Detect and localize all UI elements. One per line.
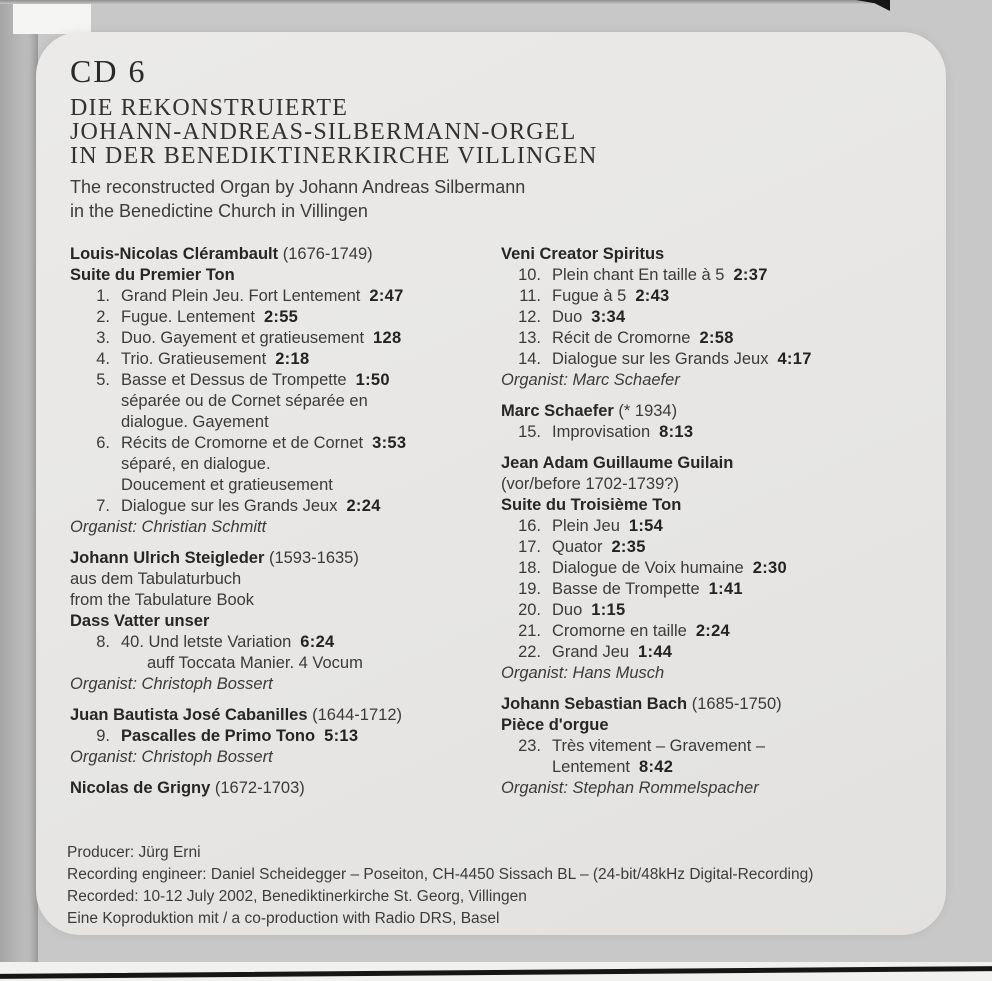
track-time: 2:24 (346, 497, 381, 515)
text-segment: Suite du Troisième Ton (501, 496, 682, 514)
track-title (121, 286, 501, 307)
track-number: 6. (96, 434, 110, 452)
track-number: 13. (518, 329, 541, 347)
track-title (121, 307, 501, 328)
track-title-line (552, 307, 922, 328)
track-title (121, 632, 501, 674)
text-segment: Johann Ulrich Steigleder (70, 549, 265, 567)
section-heading-line (501, 495, 922, 516)
track-title-line (552, 558, 922, 579)
track-title (552, 642, 922, 663)
track-time: 2:43 (635, 287, 670, 305)
credits-line: Producer: Jürg Erni (67, 844, 201, 861)
track-time: 2:24 (695, 622, 731, 640)
section-heading-line (501, 715, 922, 736)
track-title (552, 579, 922, 600)
track-title (552, 736, 922, 778)
album-subtitle (70, 175, 920, 223)
text-segment: auff Toccata Manier. 4 Vocum (147, 654, 363, 672)
track-time: 1:50 (355, 371, 390, 389)
track-number: 8. (96, 633, 110, 651)
track-number: 4. (96, 350, 110, 368)
track-time: 3:53 (372, 434, 407, 452)
track-title-line (552, 422, 922, 443)
track-title-line (121, 632, 501, 653)
album-title-line: JOHANN-ANDREAS-SILBERMANN-ORGEL (70, 119, 577, 145)
track-time: 2:55 (263, 308, 299, 326)
text-segment: Récits de Cromorne et de Cornet (121, 434, 364, 452)
track-title-line (552, 516, 922, 537)
track-time: 8:42 (638, 758, 674, 776)
text-segment: Basse de Trompette (552, 580, 700, 598)
organist-credit: Organist: Christian Schmitt (70, 518, 267, 536)
page-corner-highlight (13, 0, 91, 34)
track-time: 2:18 (275, 350, 310, 368)
text-segment: séparé, en dialogue. (121, 455, 271, 473)
track-title (552, 286, 922, 307)
scan-bottom-line (0, 966, 992, 979)
composer-section (501, 694, 922, 799)
track-time: 2:37 (733, 266, 768, 284)
track-title-line (121, 370, 501, 391)
track-title-line (121, 454, 501, 475)
track-number: 21. (518, 622, 541, 640)
track-title (552, 422, 922, 443)
track-time: 1:54 (628, 517, 664, 535)
composer-section (501, 244, 922, 391)
composer-section (501, 453, 922, 684)
text-segment: Plein Jeu (552, 517, 620, 535)
track-time: 1:44 (638, 643, 673, 661)
text-segment: séparée ou de Cornet séparée en (121, 392, 368, 410)
track-row (501, 537, 922, 558)
composer-section (501, 401, 922, 443)
organist-credit: Organist: Christoph Bossert (70, 748, 273, 766)
text-segment: (* 1934) (613, 402, 678, 420)
album-title-line: DIE REKONSTRUIERTE (70, 95, 349, 121)
track-listing (70, 244, 922, 809)
track-number: 20. (518, 601, 541, 619)
track-number: 16. (518, 517, 541, 535)
track-row (501, 642, 922, 663)
section-heading-line (501, 401, 922, 422)
text-segment: Grand Jeu (552, 643, 630, 661)
section-heading-line (501, 694, 922, 715)
text-segment: (1685-1750) (687, 695, 782, 713)
text-segment: Suite du Premier Ton (70, 266, 235, 284)
track-title (121, 370, 501, 433)
track-number: 12. (518, 308, 541, 326)
track-row (70, 632, 501, 674)
credits-line: Eine Koproduktion mit / a co-production with Radio DRS, Basel (67, 910, 500, 927)
text-segment: (1676-1749) (278, 245, 373, 263)
booklet-spine (0, 0, 38, 981)
text-segment: Pascalles de Primo Tono (121, 727, 316, 745)
track-title-line (121, 433, 501, 454)
track-row (501, 558, 922, 579)
text-segment: Grand Plein Jeu. Fort Lentement (121, 287, 361, 305)
track-row (501, 349, 922, 370)
track-number: 1. (96, 287, 110, 305)
text-segment: Dialogue sur les Grands Jeux (552, 350, 769, 368)
track-title-line (552, 621, 922, 642)
text-segment: Quator (552, 538, 603, 556)
track-row (501, 286, 922, 307)
text-segment: Improvisation (552, 423, 651, 441)
track-number: 15. (518, 423, 541, 441)
track-title (552, 265, 922, 286)
track-column-right (501, 244, 922, 809)
text-segment: (1593-1635) (264, 549, 359, 567)
section-heading-line (70, 611, 501, 632)
section-heading-line (501, 474, 922, 495)
track-row (501, 600, 922, 621)
section-heading-line (501, 453, 922, 474)
scan-edge-bottom (0, 962, 992, 981)
text-segment: Dialogue de Voix humaine (552, 559, 744, 577)
track-row (70, 349, 501, 370)
track-title (552, 621, 922, 642)
composer-section (70, 548, 501, 695)
organist-credit: Organist: Stephan Rommelspacher (501, 779, 759, 797)
track-title (552, 537, 922, 558)
track-title-line (121, 653, 501, 674)
album-subtitle-line: The reconstructed Organ by Johann Andreas Silbermann (70, 177, 526, 197)
section-heading-line (70, 778, 501, 799)
track-time: 1:15 (591, 601, 626, 619)
track-title-line (552, 349, 922, 370)
track-number: 9. (96, 727, 110, 745)
track-number: 17. (518, 538, 541, 556)
booklet-page (36, 32, 946, 935)
track-title (552, 516, 922, 537)
track-time: 8:13 (659, 423, 694, 441)
organist-credit: Organist: Christoph Bossert (70, 675, 273, 693)
text-segment: (1672-1703) (210, 779, 305, 797)
track-title-line (552, 736, 922, 757)
section-heading-line (70, 705, 501, 726)
organist-credit: Organist: Hans Musch (501, 664, 665, 682)
track-row (501, 265, 922, 286)
track-title-line (121, 391, 501, 412)
text-segment: (vor/before 1702-1739?) (501, 475, 679, 493)
track-title (552, 307, 922, 328)
track-time: 1:41 (708, 580, 743, 598)
text-segment: Louis-Nicolas Clérambault (70, 245, 279, 263)
track-title (121, 433, 501, 496)
text-segment: Cromorne en taille (552, 622, 687, 640)
text-segment: Pièce d'orgue (501, 716, 609, 734)
track-title (552, 349, 922, 370)
track-number: 5. (96, 371, 110, 389)
text-segment: dialogue. Gayement (121, 413, 269, 431)
track-time: 2:30 (752, 559, 787, 577)
composer-section (70, 244, 501, 538)
track-title (121, 349, 501, 370)
text-segment: Basse et Dessus de Trompette (121, 371, 347, 389)
album-subtitle-line: in the Benedictine Church in Villingen (70, 201, 368, 221)
track-time: 6:24 (300, 633, 335, 651)
track-title-line (121, 475, 501, 496)
track-title-line (552, 579, 922, 600)
track-title-line (121, 349, 501, 370)
credits-line: Recording engineer: Daniel Scheidegger – Poseiton, CH-4450 Sissach BL – (24-bit/48kHz Digital-Recording) (67, 866, 814, 883)
track-title-line (121, 496, 501, 517)
track-number: 19. (518, 580, 541, 598)
track-title-line (552, 328, 922, 349)
track-row (70, 286, 501, 307)
text-segment: Récit de Cromorne (552, 329, 691, 347)
album-title (70, 96, 920, 168)
text-segment: Duo. Gayement et gratieusement (121, 329, 365, 347)
section-heading-line (70, 548, 501, 569)
text-segment: Nicolas de Grigny (70, 779, 211, 797)
text-segment: 40. Und letste Variation (121, 633, 292, 651)
track-title-line (121, 286, 501, 307)
text-segment: Veni Creator Spiritus (501, 245, 665, 263)
track-title-line (121, 726, 501, 747)
track-row (501, 422, 922, 443)
track-title (552, 558, 922, 579)
track-number: 2. (96, 308, 110, 326)
track-time: 2:58 (699, 329, 734, 347)
text-segment: Duo (552, 601, 583, 619)
track-row (70, 433, 501, 496)
track-row (501, 516, 922, 537)
track-title-line (552, 642, 922, 663)
track-title (121, 726, 501, 747)
text-segment: Fugue. Lentement (121, 308, 255, 326)
track-row (501, 621, 922, 642)
track-row (70, 307, 501, 328)
text-segment: Juan Bautista José Cabanilles (70, 706, 308, 724)
section-heading-line (70, 590, 501, 611)
text-segment: Très vitement – Gravement – (552, 737, 766, 755)
production-credits (67, 842, 922, 930)
track-title-line (121, 412, 501, 433)
text-segment: Doucement et gratieusement (121, 476, 333, 494)
track-number: 7. (96, 497, 110, 515)
track-number: 14. (518, 350, 541, 368)
track-title (121, 328, 501, 349)
composer-section (70, 705, 501, 768)
text-segment: Fugue à 5 (552, 287, 627, 305)
track-time: 2:47 (369, 287, 404, 305)
cd-label: CD 6 (70, 53, 147, 89)
text-segment: Lentement (552, 758, 630, 776)
track-row (70, 726, 501, 747)
track-title-line (121, 328, 501, 349)
scan-edge-top (0, 0, 886, 4)
composer-section (70, 778, 501, 799)
track-row (70, 370, 501, 433)
track-time: 5:13 (324, 727, 359, 745)
track-number: 23. (518, 737, 541, 755)
text-segment: Jean Adam Guillaume Guilain (501, 454, 734, 472)
track-time: 3:34 (591, 308, 626, 326)
album-header (70, 54, 920, 223)
section-heading-line (70, 244, 501, 265)
track-title-line (552, 600, 922, 621)
track-title-line (552, 286, 922, 307)
track-number: 10. (518, 266, 541, 284)
track-title-line (552, 265, 922, 286)
text-segment: Dass Vatter unser (70, 612, 210, 630)
track-row (70, 496, 501, 517)
track-row (70, 328, 501, 349)
track-number: 22. (518, 643, 541, 661)
track-title (552, 600, 922, 621)
track-number: 3. (96, 329, 110, 347)
track-row (501, 307, 922, 328)
track-title (121, 496, 501, 517)
organist-credit: Organist: Marc Schaefer (501, 371, 680, 389)
track-time: 4:17 (777, 350, 812, 368)
section-heading-line (70, 265, 501, 286)
text-segment: (1644-1712) (307, 706, 402, 724)
track-row (501, 579, 922, 600)
track-row (501, 736, 922, 778)
text-segment: Duo (552, 308, 583, 326)
track-number: 11. (519, 287, 541, 305)
section-heading-line (70, 569, 501, 590)
album-title-line: IN DER BENEDIKTINERKIRCHE VILLINGEN (70, 143, 598, 169)
text-segment: Dialogue sur les Grands Jeux (121, 497, 338, 515)
track-column-left (70, 244, 501, 809)
track-time: 2:35 (611, 538, 646, 556)
track-title (552, 328, 922, 349)
track-number: 18. (518, 559, 541, 577)
section-heading-line (501, 244, 922, 265)
text-segment: from the Tabulature Book (70, 591, 255, 609)
track-title-line (121, 307, 501, 328)
track-title-line (552, 537, 922, 558)
track-time: 128 (373, 329, 402, 347)
text-segment: Trio. Gratieusement (121, 350, 267, 368)
text-segment: Plein chant En taille à 5 (552, 266, 725, 284)
text-segment: Johann Sebastian Bach (501, 695, 688, 713)
track-row (501, 328, 922, 349)
text-segment: aus dem Tabulaturbuch (70, 570, 242, 588)
track-title-line (552, 757, 922, 778)
text-segment: Marc Schaefer (501, 402, 614, 420)
credits-line: Recorded: 10-12 July 2002, Benediktinerkirche St. Georg, Villingen (67, 888, 527, 905)
